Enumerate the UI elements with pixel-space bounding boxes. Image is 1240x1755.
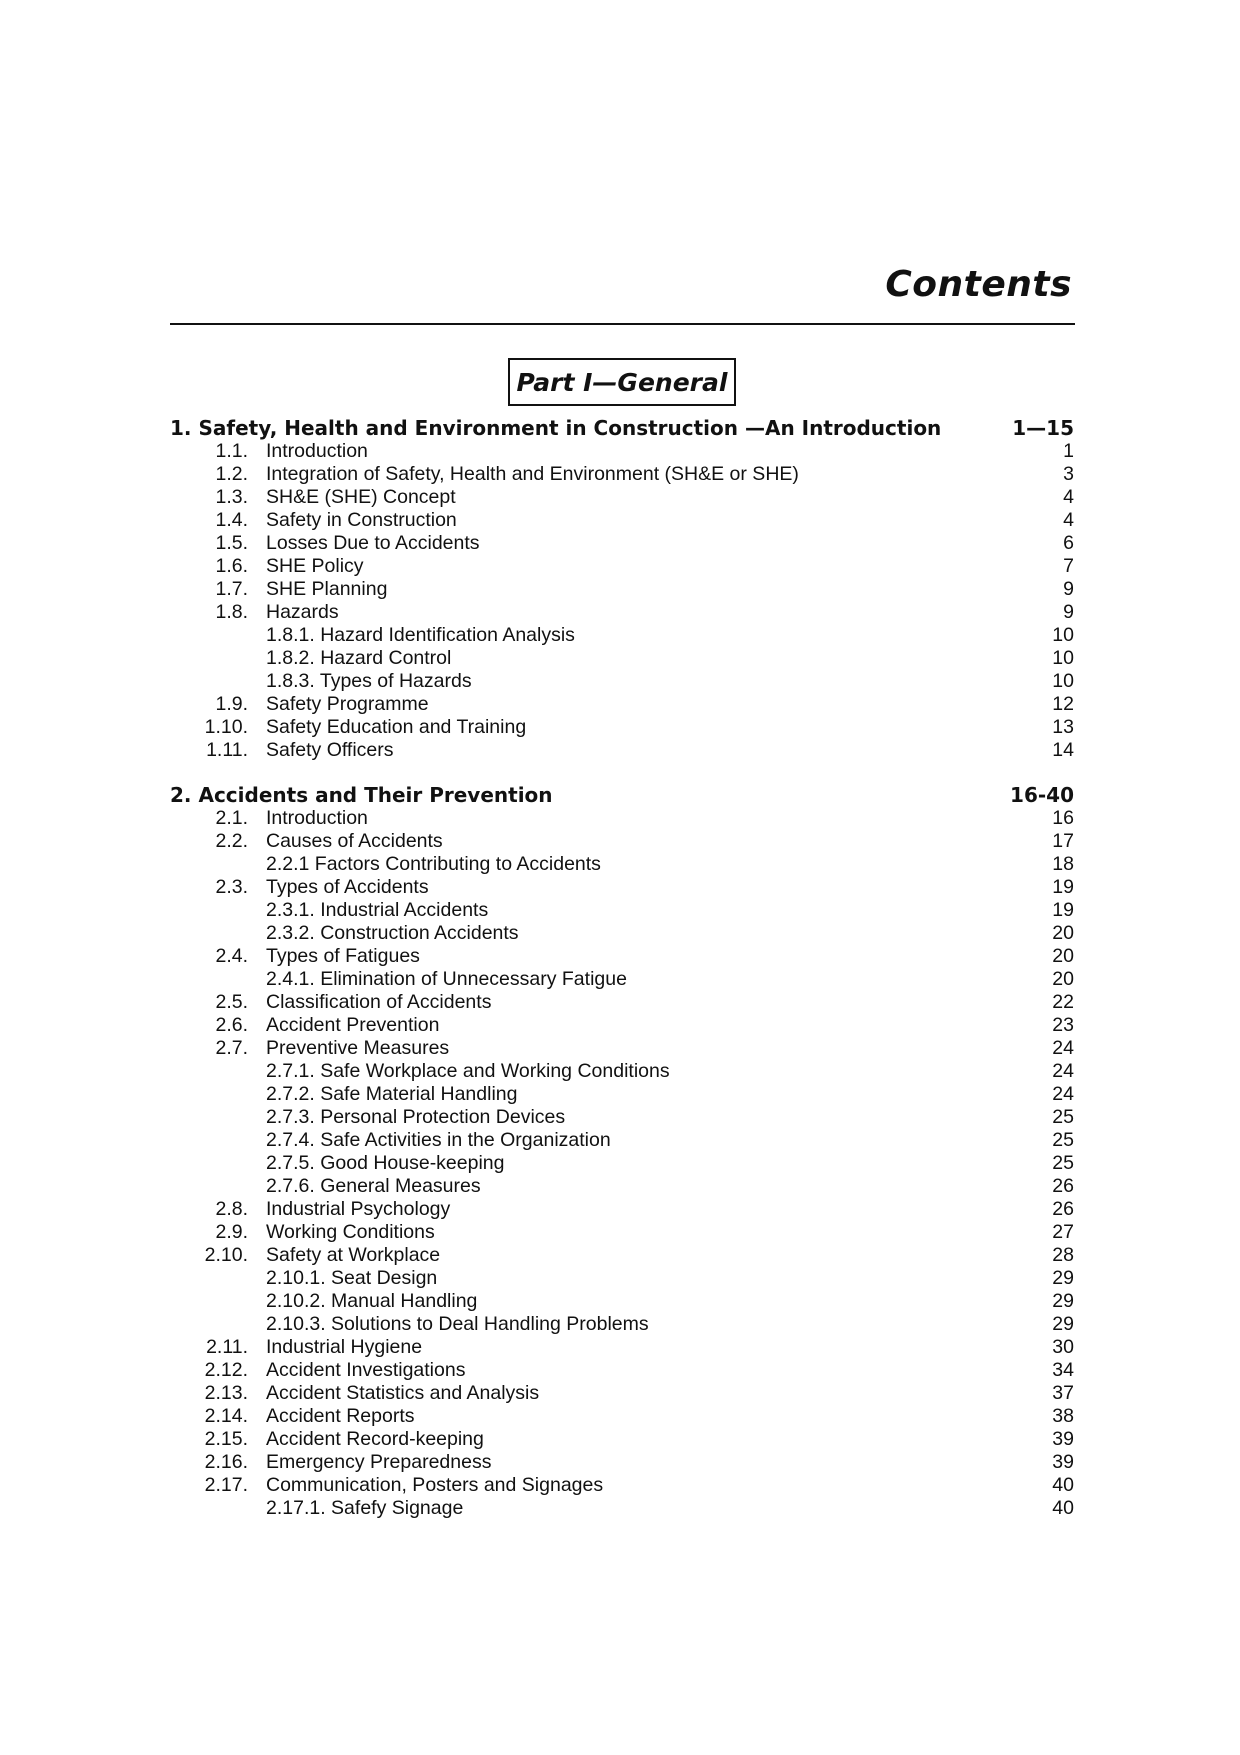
entry-number: 2.10. [204,1244,248,1266]
entry-title: Losses Due to Accidents [266,532,480,554]
entry-number: 2.11. [206,1336,248,1358]
toc-subentry[interactable] [170,1497,1074,1520]
entry-title: 2.2.1 Factors Contributing to Accidents [266,853,601,875]
entry-page-number: 40 [1052,1497,1074,1519]
entry-title: Integration of Safety, Health and Environment (SH&E or SHE) [266,463,799,485]
toc-subentry[interactable] [170,968,1074,991]
chapter-heading[interactable] [170,417,1074,440]
chapter-page-range: 1—15 [1012,416,1074,440]
entry-title: Safety Education and Training [266,716,527,738]
entry-title: 2.10.2. Manual Handling [266,1290,478,1312]
entry-number: 2.15. [204,1428,248,1450]
toc-subentry[interactable] [170,1129,1074,1152]
entry-number: 2.13. [204,1382,248,1404]
chapter-title: 2. Accidents and Their Prevention [170,783,553,807]
entry-page-number: 9 [1063,578,1074,600]
toc-subentry[interactable] [170,853,1074,876]
entry-page-number: 12 [1052,693,1074,715]
toc-subentry[interactable] [170,1313,1074,1336]
entry-number: 1.5. [215,532,248,554]
entry-number [170,1152,248,1175]
toc-entry[interactable] [170,1198,1074,1221]
entry-number [170,968,248,991]
entry-title: 1.8.2. Hazard Control [266,647,452,669]
entry-title: SH&E (SHE) Concept [266,486,456,508]
entry-title: Communication, Posters and Signages [266,1474,604,1496]
toc-subentry[interactable] [170,922,1074,945]
entry-page-number: 10 [1052,624,1074,646]
toc-entry[interactable] [170,509,1074,532]
entry-page-number: 20 [1052,922,1074,944]
toc-entry[interactable] [170,1037,1074,1060]
entry-title: 2.3.1. Industrial Accidents [266,899,489,921]
entry-number: 1.1. [215,440,248,462]
entry-title: Hazards [266,601,339,623]
entry-number: 1.4. [215,509,248,531]
toc-entry[interactable] [170,555,1074,578]
entry-title: 1.8.1. Hazard Identification Analysis [266,624,575,646]
entry-number: 2.2. [215,830,248,852]
entry-page-number: 19 [1052,899,1074,921]
entry-title: Working Conditions [266,1221,435,1243]
entry-page-number: 24 [1052,1037,1074,1059]
entry-title: 2.17.1. Safefy Signage [266,1497,464,1519]
toc-subentry[interactable] [170,1083,1074,1106]
entry-title: Safety Programme [266,693,429,715]
entry-page-number: 13 [1052,716,1074,738]
entry-page-number: 4 [1063,486,1074,508]
entry-page-number: 25 [1052,1129,1074,1151]
entry-number: 1.11. [206,739,248,761]
entry-title: 2.4.1. Elimination of Unnecessary Fatigue [266,968,627,990]
entry-number [170,1060,248,1083]
entry-title: Safety at Workplace [266,1244,441,1266]
toc-subentry[interactable] [170,899,1074,922]
entry-page-number: 29 [1052,1290,1074,1312]
entry-title: 2.7.4. Safe Activities in the Organization [266,1129,611,1151]
entry-number: 1.8. [215,601,248,623]
entry-number: 1.3. [215,486,248,508]
entry-page-number: 28 [1052,1244,1074,1266]
entry-number [170,1106,248,1129]
toc-entry[interactable] [170,1221,1074,1244]
toc-entry[interactable] [170,463,1074,486]
entry-page-number: 39 [1052,1451,1074,1473]
entry-page-number: 40 [1052,1474,1074,1496]
entry-page-number: 39 [1052,1428,1074,1450]
toc-subentry[interactable] [170,624,1074,647]
entry-title: 2.3.2. Construction Accidents [266,922,519,944]
entry-page-number: 19 [1052,876,1074,898]
toc-entry[interactable] [170,1405,1074,1428]
entry-title: Accident Record-keeping [266,1428,484,1450]
entry-number: 1.10. [204,716,248,738]
entry-page-number: 24 [1052,1083,1074,1105]
entry-title: Accident Reports [266,1405,415,1427]
entry-number: 2.1. [215,807,248,829]
entry-page-number: 6 [1063,532,1074,554]
entry-title: 2.7.2. Safe Material Handling [266,1083,518,1105]
toc-subentry[interactable] [170,1290,1074,1313]
toc-entry[interactable] [170,1451,1074,1474]
toc-entry[interactable] [170,1382,1074,1405]
entry-page-number: 37 [1052,1382,1074,1404]
entry-title: Accident Statistics and Analysis [266,1382,540,1404]
entry-number: 1.6. [215,555,248,577]
entry-number [170,1083,248,1106]
part-heading: Part I—General [508,358,736,406]
toc-subentry[interactable] [170,1175,1074,1198]
entry-number [170,853,248,876]
toc-entry[interactable] [170,578,1074,601]
entry-page-number: 24 [1052,1060,1074,1082]
toc-entry[interactable] [170,601,1074,624]
entry-title: Preventive Measures [266,1037,450,1059]
entry-title: SHE Planning [266,578,388,600]
toc-subentry[interactable] [170,670,1074,693]
toc-entry[interactable] [170,440,1074,463]
entry-title: Types of Accidents [266,876,429,898]
entry-page-number: 17 [1052,830,1074,852]
entry-number: 2.4. [215,945,248,967]
entry-number [170,670,248,693]
chapter-spacer [170,762,1074,784]
entry-page-number: 27 [1052,1221,1074,1243]
entry-title: Classification of Accidents [266,991,492,1013]
entry-title: 2.7.1. Safe Workplace and Working Conditions [266,1060,670,1082]
entry-title: 2.7.3. Personal Protection Devices [266,1106,566,1128]
entry-title: Introduction [266,807,368,829]
entry-number: 2.16. [204,1451,248,1473]
toc-entry[interactable] [170,1014,1074,1037]
entry-title: Safety in Construction [266,509,457,531]
toc-entry[interactable] [170,830,1074,853]
toc-entry[interactable] [170,739,1074,762]
toc-entry[interactable] [170,807,1074,830]
entry-title: 2.10.3. Solutions to Deal Handling Problems [266,1313,649,1335]
entry-page-number: 22 [1052,991,1074,1013]
entry-page-number: 26 [1052,1175,1074,1197]
toc-entry[interactable] [170,1244,1074,1267]
chapter-heading[interactable] [170,784,1074,807]
entry-number [170,1497,248,1520]
toc-entry[interactable] [170,1428,1074,1451]
toc-entry[interactable] [170,1336,1074,1359]
entry-page-number: 3 [1063,463,1074,485]
entry-number: 2.6. [215,1014,248,1036]
chapter-title: 1. Safety, Health and Environment in Construction —An Introduction [170,416,942,440]
entry-page-number: 26 [1052,1198,1074,1220]
toc-subentry[interactable] [170,1267,1074,1290]
entry-title: Causes of Accidents [266,830,443,852]
entry-number: 1.2. [215,463,248,485]
entry-page-number: 10 [1052,670,1074,692]
entry-page-number: 29 [1052,1267,1074,1289]
toc-entry[interactable] [170,991,1074,1014]
entry-page-number: 7 [1063,555,1074,577]
entry-page-number: 18 [1052,853,1074,875]
entry-page-number: 25 [1052,1106,1074,1128]
entry-title: Accident Prevention [266,1014,440,1036]
entry-title: 2.7.6. General Measures [266,1175,481,1197]
entry-number [170,624,248,647]
entry-number [170,1129,248,1152]
entry-page-number: 4 [1063,509,1074,531]
entry-page-number: 29 [1052,1313,1074,1335]
toc-entry[interactable] [170,693,1074,716]
entry-title: 2.10.1. Seat Design [266,1267,438,1289]
entry-title: Emergency Preparedness [266,1451,492,1473]
entry-number: 2.7. [215,1037,248,1059]
chapter-page-range: 16-40 [1010,783,1074,807]
toc-subentry[interactable] [170,1106,1074,1129]
entry-number [170,1175,248,1198]
entry-page-number: 20 [1052,968,1074,990]
toc-entry[interactable] [170,876,1074,899]
toc-subentry[interactable] [170,647,1074,670]
entry-number: 2.14. [204,1405,248,1427]
entry-title: Safety Officers [266,739,394,761]
toc-entry[interactable] [170,486,1074,509]
entry-page-number: 9 [1063,601,1074,623]
entry-page-number: 30 [1052,1336,1074,1358]
toc-entry[interactable] [170,1474,1074,1497]
entry-page-number: 1 [1063,440,1074,462]
entry-page-number: 16 [1052,807,1074,829]
page-title: Contents [885,264,1072,305]
entry-page-number: 34 [1052,1359,1074,1381]
entry-number: 2.8. [215,1198,248,1220]
entry-title: Introduction [266,440,368,462]
entry-page-number: 38 [1052,1405,1074,1427]
entry-page-number: 14 [1052,739,1074,761]
entry-title: Types of Fatigues [266,945,420,967]
toc-entry[interactable] [170,1359,1074,1382]
entry-number [170,1313,248,1336]
entry-number [170,1290,248,1313]
entry-page-number: 25 [1052,1152,1074,1174]
entry-title: Accident Investigations [266,1359,466,1381]
entry-title: 2.7.5. Good House-keeping [266,1152,505,1174]
entry-title: 1.8.3. Types of Hazards [266,670,472,692]
entry-title: Industrial Hygiene [266,1336,423,1358]
entry-title: SHE Policy [266,555,364,577]
entry-number: 1.9. [215,693,248,715]
entry-page-number: 20 [1052,945,1074,967]
entry-number: 2.5. [215,991,248,1013]
entry-number: 1.7. [215,578,248,600]
entry-title: Industrial Psychology [266,1198,451,1220]
entry-page-number: 10 [1052,647,1074,669]
entry-number [170,647,248,670]
toc-subentry[interactable] [170,1060,1074,1083]
entry-number: 2.9. [215,1221,248,1243]
entry-number [170,899,248,922]
toc-entry[interactable] [170,716,1074,739]
toc-subentry[interactable] [170,1152,1074,1175]
entry-number: 2.3. [215,876,248,898]
table-of-contents [170,417,1074,1520]
entry-number: 2.17. [204,1474,248,1496]
title-rule [170,323,1075,325]
entry-number [170,1267,248,1290]
entry-page-number: 23 [1052,1014,1074,1036]
entry-number: 2.12. [204,1359,248,1381]
toc-entry[interactable] [170,532,1074,555]
toc-entry[interactable] [170,945,1074,968]
entry-number [170,922,248,945]
